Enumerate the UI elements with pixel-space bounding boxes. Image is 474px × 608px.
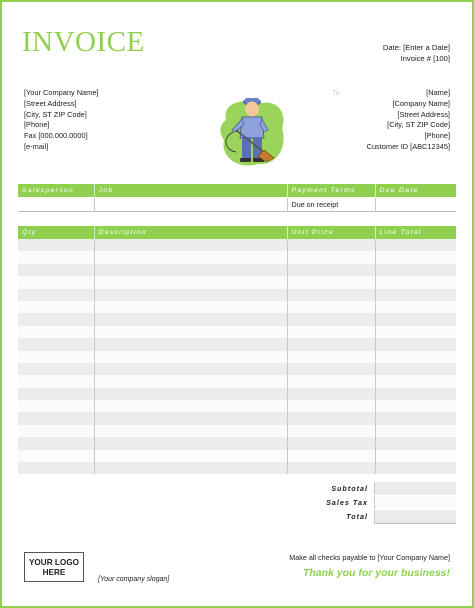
qty-cell[interactable] [18, 450, 94, 462]
logo-placeholder[interactable] [24, 552, 84, 582]
qty-cell[interactable] [18, 363, 94, 375]
recipient-address [367, 88, 450, 153]
header-line-total: Line Total [375, 226, 456, 239]
invoice-date[interactable]: Date: [Enter a Date] [382, 43, 450, 52]
unit-price-cell[interactable] [287, 425, 375, 437]
header-payment-terms: Payment Terms [287, 184, 375, 198]
line-total-cell[interactable] [375, 462, 456, 474]
header-salesperson: Salesperson [18, 184, 94, 198]
cell-due-date[interactable] [375, 198, 456, 212]
qty-cell[interactable] [18, 251, 94, 263]
line-items-header [18, 226, 456, 239]
unit-price-cell[interactable] [287, 239, 375, 251]
description-cell[interactable] [94, 276, 287, 288]
unit-price-cell[interactable] [287, 351, 375, 363]
customer-id[interactable]: Customer ID [ABC12345] [366, 141, 450, 151]
cell-payment-terms[interactable]: Due on receipt [287, 198, 375, 212]
description-cell[interactable] [94, 412, 287, 424]
unit-price-cell[interactable] [287, 412, 375, 424]
unit-price-cell[interactable] [287, 363, 375, 375]
invoice-number[interactable]: Invoice # [100] [400, 54, 450, 63]
unit-price-cell[interactable] [287, 326, 375, 338]
line-item-row [18, 375, 456, 387]
description-cell[interactable] [94, 388, 287, 400]
line-item-row [18, 301, 456, 313]
unit-price-cell[interactable] [287, 375, 375, 387]
sender-street[interactable]: [Street Address] [24, 98, 77, 108]
qty-cell[interactable] [18, 400, 94, 412]
unit-price-cell[interactable] [287, 301, 375, 313]
unit-price-cell[interactable] [287, 400, 375, 412]
recipient-company[interactable]: [Company Name] [392, 98, 450, 108]
qty-cell[interactable] [18, 289, 94, 301]
total-row [287, 510, 456, 523]
header-description: Description [94, 226, 287, 239]
unit-price-cell[interactable] [287, 289, 375, 301]
sales-tax-value[interactable] [374, 496, 456, 509]
line-total-cell[interactable] [375, 313, 456, 325]
total-label: Total [346, 512, 368, 521]
description-cell[interactable] [94, 301, 287, 313]
unit-price-cell[interactable] [287, 251, 375, 263]
line-total-cell[interactable] [375, 326, 456, 338]
line-item-row [18, 412, 456, 424]
invoice-title: INVOICE [22, 26, 145, 58]
qty-cell[interactable] [18, 351, 94, 363]
unit-price-cell[interactable] [287, 437, 375, 449]
recipient-city[interactable]: [City, ST ZIP Code] [387, 120, 450, 130]
line-item-row [18, 239, 456, 251]
recipient-phone[interactable]: [Phone] [424, 131, 450, 141]
qty-cell[interactable] [18, 462, 94, 474]
unit-price-cell[interactable] [287, 313, 375, 325]
line-total-cell[interactable] [375, 351, 456, 363]
sender-address [24, 88, 99, 153]
line-total-cell[interactable] [375, 301, 456, 313]
description-cell[interactable] [94, 239, 287, 251]
cleaner-mascot-illustration [214, 92, 290, 172]
line-total-cell[interactable] [375, 437, 456, 449]
header-job: Job [94, 184, 287, 198]
line-item-row [18, 388, 456, 400]
line-item-row [18, 450, 456, 462]
job-table-row [18, 198, 456, 212]
line-total-cell[interactable] [375, 363, 456, 375]
qty-cell[interactable] [18, 437, 94, 449]
company-slogan[interactable]: [Your company slogan] [98, 576, 170, 583]
header-unit-price: Unit Price [287, 226, 375, 239]
sales-tax-label: Sales Tax [326, 498, 368, 507]
description-cell[interactable] [94, 351, 287, 363]
qty-cell[interactable] [18, 388, 94, 400]
line-item-row [18, 326, 456, 338]
sender-city[interactable]: [City, ST ZIP Code] [24, 109, 87, 119]
sender-company[interactable]: [Your Company Name] [24, 88, 99, 97]
line-item-row [18, 338, 456, 350]
sender-email[interactable]: [e-mail] [24, 141, 49, 151]
description-cell[interactable] [94, 400, 287, 412]
cell-salesperson[interactable] [18, 198, 94, 212]
line-item-row [18, 351, 456, 363]
description-cell[interactable] [94, 251, 287, 263]
line-item-row [18, 400, 456, 412]
subtotal-label: Subtotal [331, 484, 368, 493]
description-cell[interactable] [94, 375, 287, 387]
description-cell[interactable] [94, 363, 287, 375]
thank-you-message: Thank you for your business! [302, 567, 450, 579]
unit-price-cell[interactable] [287, 388, 375, 400]
line-total-cell[interactable] [375, 264, 456, 276]
line-item-row [18, 437, 456, 449]
line-item-row [18, 313, 456, 325]
qty-cell[interactable] [18, 425, 94, 437]
cell-job[interactable] [94, 198, 287, 212]
line-total-cell[interactable] [375, 388, 456, 400]
description-cell[interactable] [94, 313, 287, 325]
line-item-row [18, 363, 456, 375]
invoice-meta [383, 42, 450, 64]
description-cell[interactable] [94, 462, 287, 474]
line-items-body [18, 239, 456, 474]
line-items-table [18, 226, 456, 474]
line-total-cell[interactable] [375, 289, 456, 301]
qty-cell[interactable] [18, 301, 94, 313]
line-item-row [18, 264, 456, 276]
qty-cell[interactable] [18, 264, 94, 276]
line-total-cell[interactable] [375, 375, 456, 387]
to-label: To [332, 88, 340, 97]
description-cell[interactable] [94, 264, 287, 276]
line-item-row [18, 462, 456, 474]
unit-price-cell[interactable] [287, 462, 375, 474]
line-total-cell[interactable] [375, 251, 456, 263]
line-total-cell[interactable] [375, 338, 456, 350]
logo-line-2: HERE [42, 568, 66, 577]
logo-line-1: YOUR LOGO [28, 558, 80, 567]
line-item-row [18, 425, 456, 437]
unit-price-cell[interactable] [287, 264, 375, 276]
unit-price-cell[interactable] [287, 338, 375, 350]
totals-section [18, 482, 456, 524]
description-cell[interactable] [94, 450, 287, 462]
qty-cell[interactable] [18, 412, 94, 424]
recipient-street[interactable]: [Street Address] [397, 109, 450, 119]
qty-cell[interactable] [18, 375, 94, 387]
description-cell[interactable] [94, 289, 287, 301]
description-cell[interactable] [94, 425, 287, 437]
recipient-name[interactable]: [Name] [426, 88, 450, 97]
qty-cell[interactable] [18, 276, 94, 288]
line-total-cell[interactable] [375, 425, 456, 437]
line-total-cell[interactable] [375, 450, 456, 462]
qty-cell[interactable] [18, 326, 94, 338]
header-qty: Qty [18, 226, 94, 239]
line-item-row [18, 276, 456, 288]
unit-price-cell[interactable] [287, 276, 375, 288]
line-total-cell[interactable] [375, 276, 456, 288]
description-cell[interactable] [94, 338, 287, 350]
total-value[interactable] [374, 510, 456, 524]
subtotal-row [287, 482, 456, 495]
qty-cell[interactable] [18, 239, 94, 251]
line-total-cell[interactable] [375, 239, 456, 251]
sales-tax-row [287, 496, 456, 509]
description-cell[interactable] [94, 437, 287, 449]
line-total-cell[interactable] [375, 400, 456, 412]
checks-payable-note[interactable]: Make all checks payable to [Your Company Name] [289, 553, 450, 562]
line-total-cell[interactable] [375, 412, 456, 424]
job-table-header [18, 184, 456, 198]
job-table [18, 184, 456, 212]
unit-price-cell[interactable] [287, 450, 375, 462]
header-due-date: Due Date [375, 184, 456, 198]
line-item-row [18, 251, 456, 263]
sender-phone[interactable]: [Phone] [24, 120, 50, 130]
subtotal-value[interactable] [374, 482, 456, 495]
qty-cell[interactable] [18, 338, 94, 350]
line-item-row [18, 289, 456, 301]
sender-fax[interactable]: Fax [000.000.0000] [24, 131, 88, 141]
description-cell[interactable] [94, 326, 287, 338]
qty-cell[interactable] [18, 313, 94, 325]
